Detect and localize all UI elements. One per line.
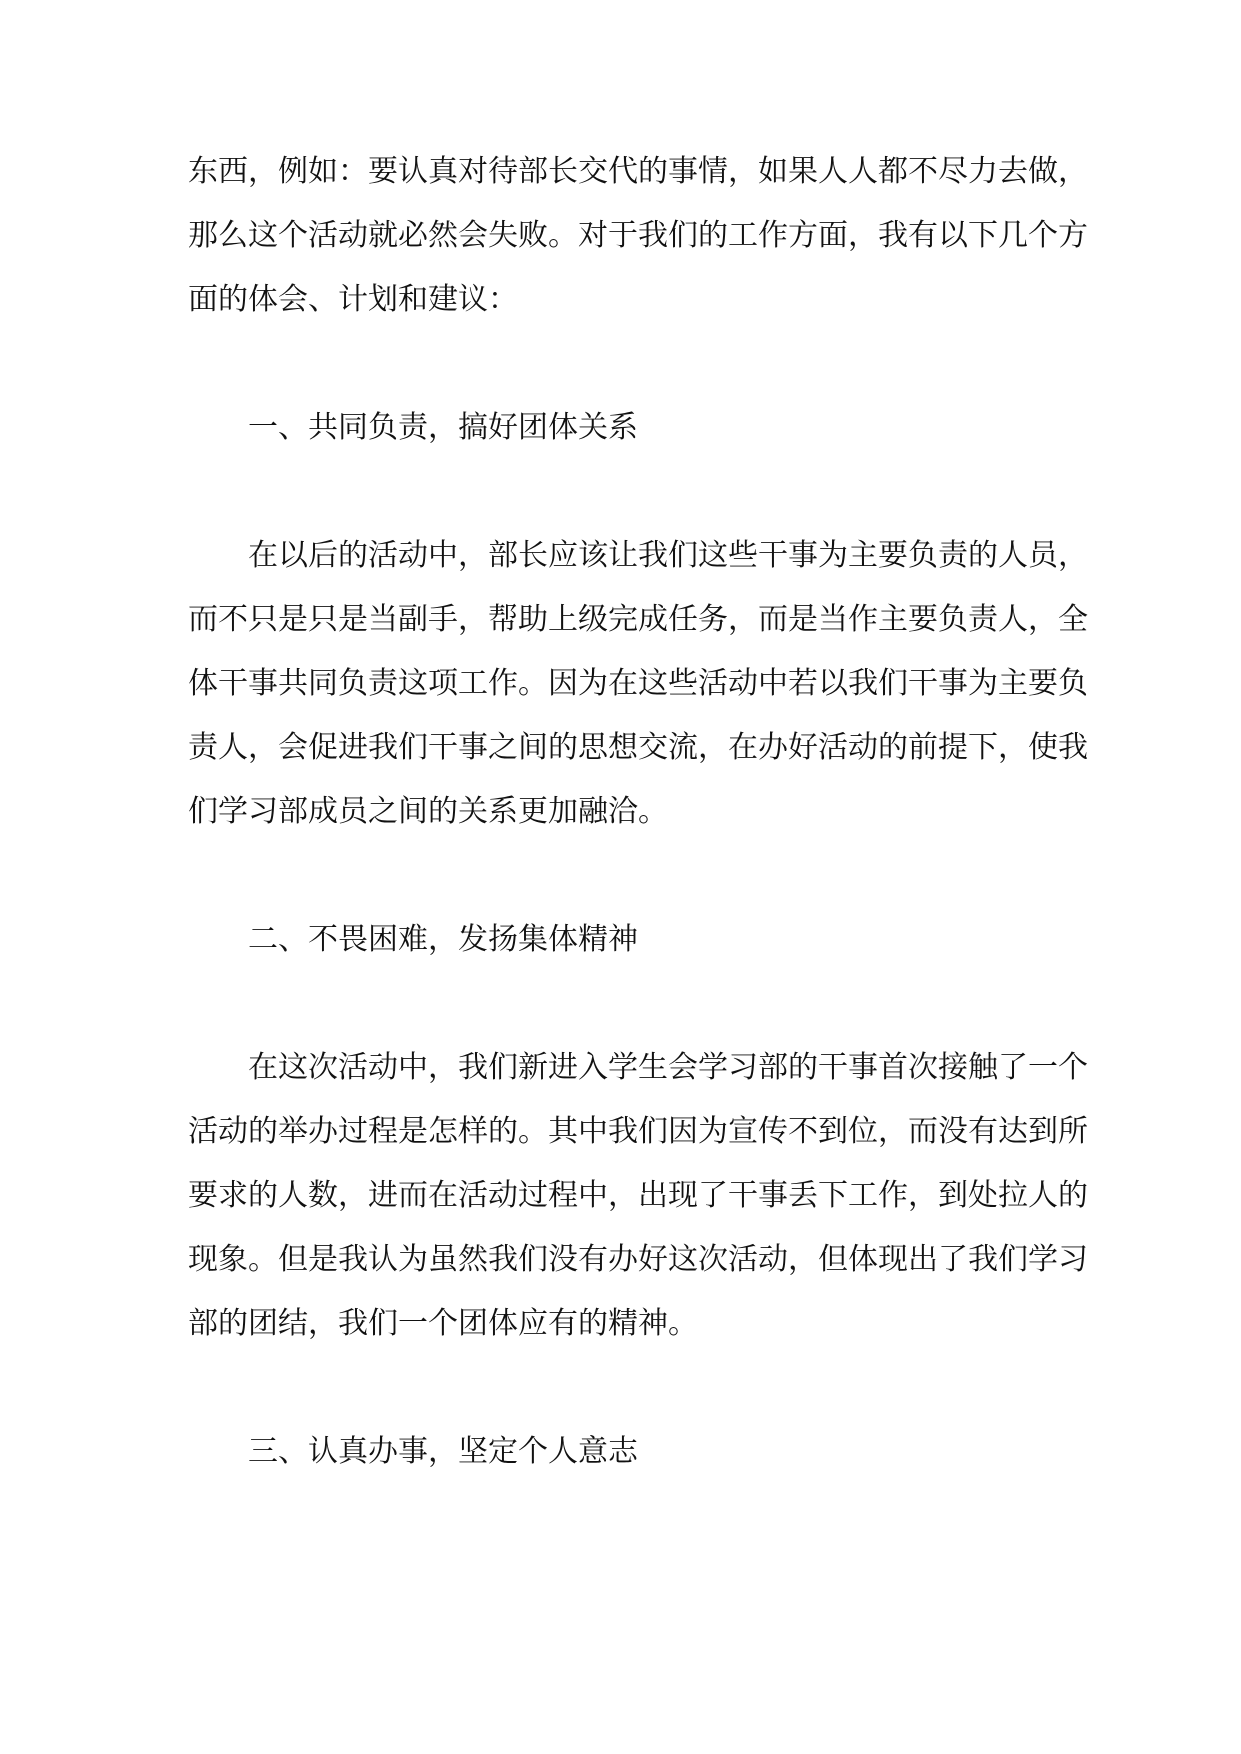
text-line: 那么这个活动就必然会失败。对于我们的工作方面，我有以下几个方: [188, 218, 1088, 253]
text-line: 体干事共同负责这项工作。因为在这些活动中若以我们干事为主要负: [188, 666, 1088, 701]
text-line: 在以后的活动中，部长应该让我们这些干事为主要负责的人员，: [248, 538, 1088, 573]
text-line: 要求的人数，进而在活动过程中，出现了干事丢下工作，到处拉人的: [188, 1178, 1088, 1213]
text-line: 面的体会、计划和建议：: [188, 282, 518, 317]
heading-text: 一、共同负责，搞好团体关系: [248, 410, 638, 445]
section-heading-1: [188, 396, 1075, 460]
text-line: 现象。但是我认为虽然我们没有办好这次活动，但体现出了我们学习: [188, 1242, 1088, 1277]
section-heading-2: [188, 908, 1075, 972]
text-line: 活动的举办过程是怎样的。其中我们因为宣传不到位，而没有达到所: [188, 1114, 1088, 1149]
text-line: 在这次活动中，我们新进入学生会学习部的干事首次接触了一个: [248, 1050, 1088, 1085]
text-line: 而不只是只是当副手，帮助上级完成任务，而是当作主要负责人，全: [188, 602, 1088, 637]
paragraph-intro-continuation: [188, 140, 1088, 332]
paragraph-section-1: [188, 524, 1088, 844]
text-line: 东西，例如：要认真对待部长交代的事情，如果人人都不尽力去做，: [188, 154, 1088, 189]
heading-text: 三、认真办事，坚定个人意志: [248, 1434, 638, 1469]
text-line: 部的团结，我们一个团体应有的精神。: [188, 1306, 698, 1341]
section-heading-3: [188, 1420, 1075, 1484]
heading-text: 二、不畏困难，发扬集体精神: [248, 922, 638, 957]
text-line: 们学习部成员之间的关系更加融洽。: [188, 794, 668, 829]
text-line: 责人，会促进我们干事之间的思想交流，在办好活动的前提下，使我: [188, 730, 1088, 765]
paragraph-section-2: [188, 1036, 1088, 1356]
